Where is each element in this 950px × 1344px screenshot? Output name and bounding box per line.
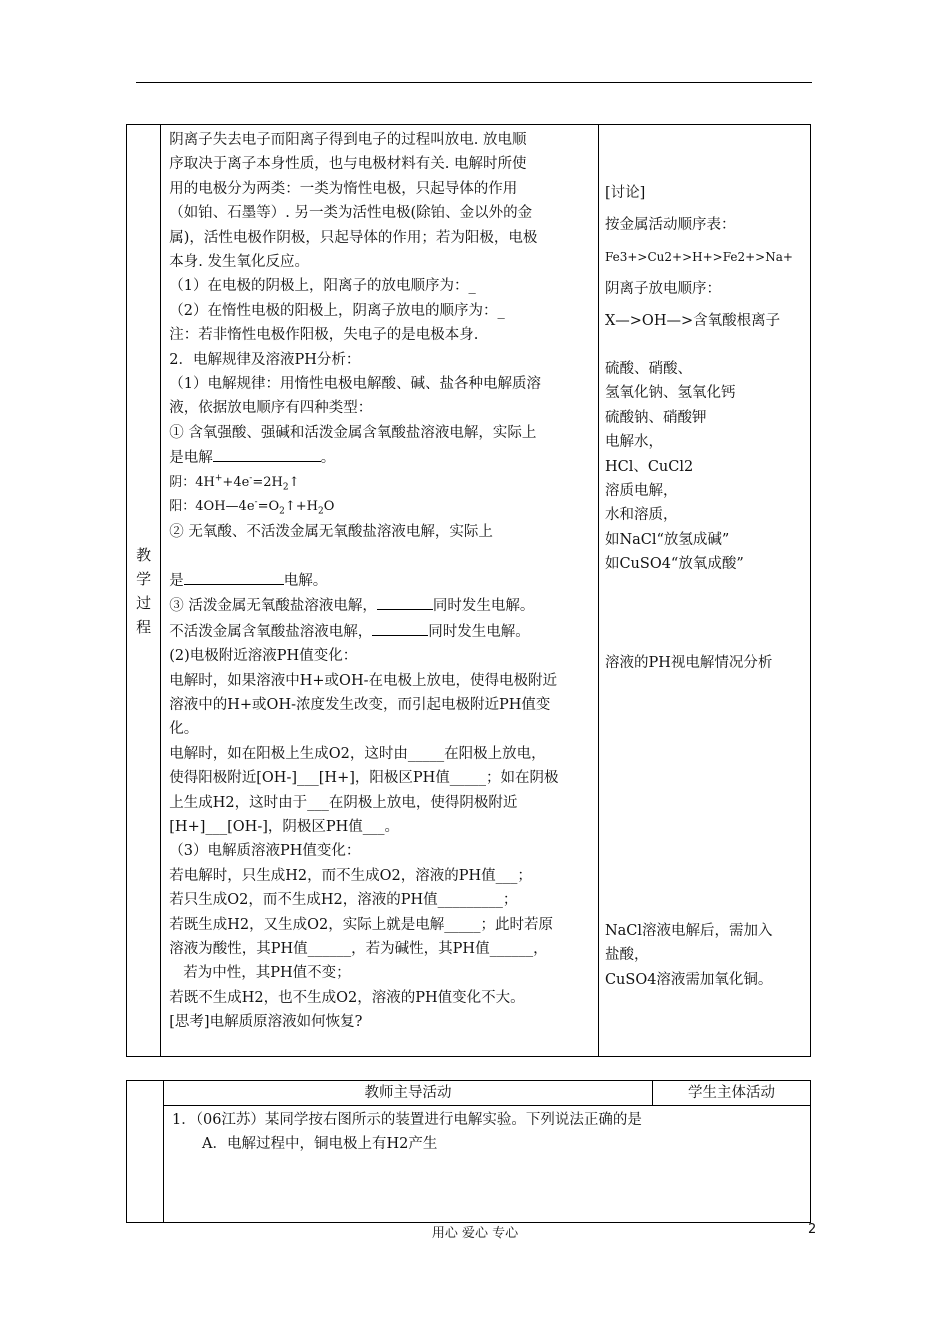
activity-table xyxy=(126,1080,811,1223)
text-line: 是电解 。 xyxy=(169,445,594,470)
side-note: 如NaCl“放氢成碱” xyxy=(604,531,730,548)
text-line: 若既生成H2，又生成O2，实际上就是电解_____；此时若原 xyxy=(169,916,553,933)
text-line: ① 含氧强酸、强碱和活泼金属含氧酸盐溶液电解，实际上 xyxy=(169,424,537,441)
text-line: （2）在惰性电极的阳极上，阴离子放电的顺序为：_ xyxy=(169,302,505,319)
text-line: 若既不生成H2，也不生成O2，溶液的PH值变化不大。 xyxy=(169,989,525,1006)
student-activity-header: 学生主体活动 xyxy=(653,1081,811,1106)
text-line: [H+]___[OH-]，阴极区PH值___。 xyxy=(169,818,400,835)
teaching-process-table xyxy=(126,124,811,1057)
side-note: NaCl溶液电解后，需加入 xyxy=(604,923,773,940)
text-line: 用的电极分为两类：一类为惰性电极，只起导体的作用 xyxy=(169,180,518,197)
side-note: Fe3+>Cu2+>H+>Fe2+>Na+ xyxy=(604,250,793,264)
text-line: （1）电解规律：用惰性电极电解酸、碱、盐各种电解质溶 xyxy=(169,376,541,393)
fill-blank xyxy=(377,593,433,610)
option-a: A．电解过程中，铜电极上有H2产生 xyxy=(202,1136,438,1152)
teacher-activity-header: 教师主导活动 xyxy=(164,1081,653,1106)
footer-text: 用心 爱心 专心 xyxy=(431,1226,519,1241)
side-note: 水和溶质， xyxy=(604,507,678,524)
side-note: [讨论] xyxy=(604,185,646,201)
side-note: 如CuSO4“放氧成酸” xyxy=(604,556,744,573)
side-note: 按金属活动顺序表： xyxy=(604,217,736,233)
text-line: (2)电极附近溶液PH值变化： xyxy=(169,648,358,665)
text-line: 溶液为酸性，其PH值______，若为碱性，其PH值______， xyxy=(169,941,548,957)
text-line: 阴离子失去电子而阳离子得到电子的过程叫放电. 放电顺 xyxy=(169,132,527,148)
text-line: （1）在电极的阴极上，阳离子的放电顺序为：_ xyxy=(169,278,476,295)
text-line: 化。 xyxy=(169,721,199,738)
side-note: 硫酸、硝酸、 xyxy=(604,361,692,377)
side-notes-cell xyxy=(598,125,810,1057)
section-label: 教 学 过 程 xyxy=(127,125,161,1057)
side-note: 电解水， xyxy=(604,434,663,451)
side-note: X—>OH—>含氧酸根离子 xyxy=(604,313,781,329)
text-line: 若只生成O2，而不生成H2，溶液的PH值_________； xyxy=(169,892,518,909)
side-note: HCl、CuCl2 xyxy=(604,458,694,475)
fill-blank xyxy=(213,445,321,462)
text-line: ③ 活泼金属无氧酸盐溶液电解， 同时发生电解。 xyxy=(169,593,594,618)
text-line: 2．电解规律及溶液PH分析： xyxy=(169,351,361,368)
spacer xyxy=(169,544,594,568)
text-line: 属)，活性电极作阴极，只起导体的作用；若为阳极，电极 xyxy=(169,229,538,246)
text-line: 上生成H2，这时由于___在阴极上放电，使得阴极附近 xyxy=(169,794,518,811)
side-note: 阴离子放电顺序： xyxy=(604,281,721,297)
text-line: 若电解时，只生成H2，而不生成O2，溶液的PH值___； xyxy=(169,867,532,884)
text-line: ② 无氧酸、不活泼金属无氧酸盐溶液电解，实际上 xyxy=(169,523,493,540)
equation-anode: 阳：$4OH—4e^-=O_2↑+H_2O$ xyxy=(169,497,335,517)
text-line: 本身. 发生氧化反应。 xyxy=(169,254,309,271)
page-number: 2 xyxy=(808,1222,817,1237)
header-rule xyxy=(136,82,812,83)
text-line: 不活泼金属含氧酸盐溶液电解， 同时发生电解。 xyxy=(169,619,594,644)
text-line: 液，依据放电顺序有四种类型： xyxy=(169,400,373,417)
text-line: 电解时，如在阳极上生成O2，这时由_____在阳极上放电， xyxy=(169,745,546,762)
fill-blank xyxy=(372,619,428,636)
side-note: 氢氧化钠、氢氧化钙 xyxy=(604,385,736,402)
side-note: 硫酸钠、硝酸钾 xyxy=(604,409,707,426)
question-cell xyxy=(164,1106,811,1223)
question-text: 1．（06江苏）某同学按右图所示的装置进行电解实验。下列说法正确的是 xyxy=(172,1112,642,1128)
text-line: 溶液中的H+或OH-浓度发生改变，而引起电极附近PH值变 xyxy=(169,696,551,713)
side-note: CuSO4溶液需加氧化铜。 xyxy=(604,971,773,988)
text-line: [思考]电解质原溶液如何恢复? xyxy=(169,1014,363,1031)
side-note: 溶质电解， xyxy=(604,483,678,500)
text-line: 使得阳极附近[OH-]___[H+]，阳极区PH值_____；如在阴极 xyxy=(169,770,559,787)
side-note: 溶液的PH视电解情况分析 xyxy=(604,654,773,671)
text-line: 是 电解。 xyxy=(169,568,594,593)
text-line: 若为中性，其PH值不变； xyxy=(183,965,351,982)
side-note: 盐酸， xyxy=(604,947,649,964)
main-content-cell xyxy=(161,125,599,1057)
equation-cathode: 阴：$4H^++4e^-=2H_2↑$ xyxy=(169,473,300,493)
text-line: 注：若非惰性电极作阳极，失电子的是电极本身. xyxy=(169,327,479,344)
text-line: 序取决于离子本身性质，也与电极材料有关. 电解时所使 xyxy=(169,156,527,173)
text-line: （3）电解质溶液PH值变化： xyxy=(169,843,361,860)
text-line: （如铂、石墨等）. 另一类为活性电极(除铂、金以外的金 xyxy=(169,205,533,222)
fill-blank xyxy=(184,568,284,585)
blank-cell xyxy=(127,1081,164,1223)
text-line: 电解时，如果溶液中H+或OH-在电极上放电，使得电极附近 xyxy=(169,672,557,689)
